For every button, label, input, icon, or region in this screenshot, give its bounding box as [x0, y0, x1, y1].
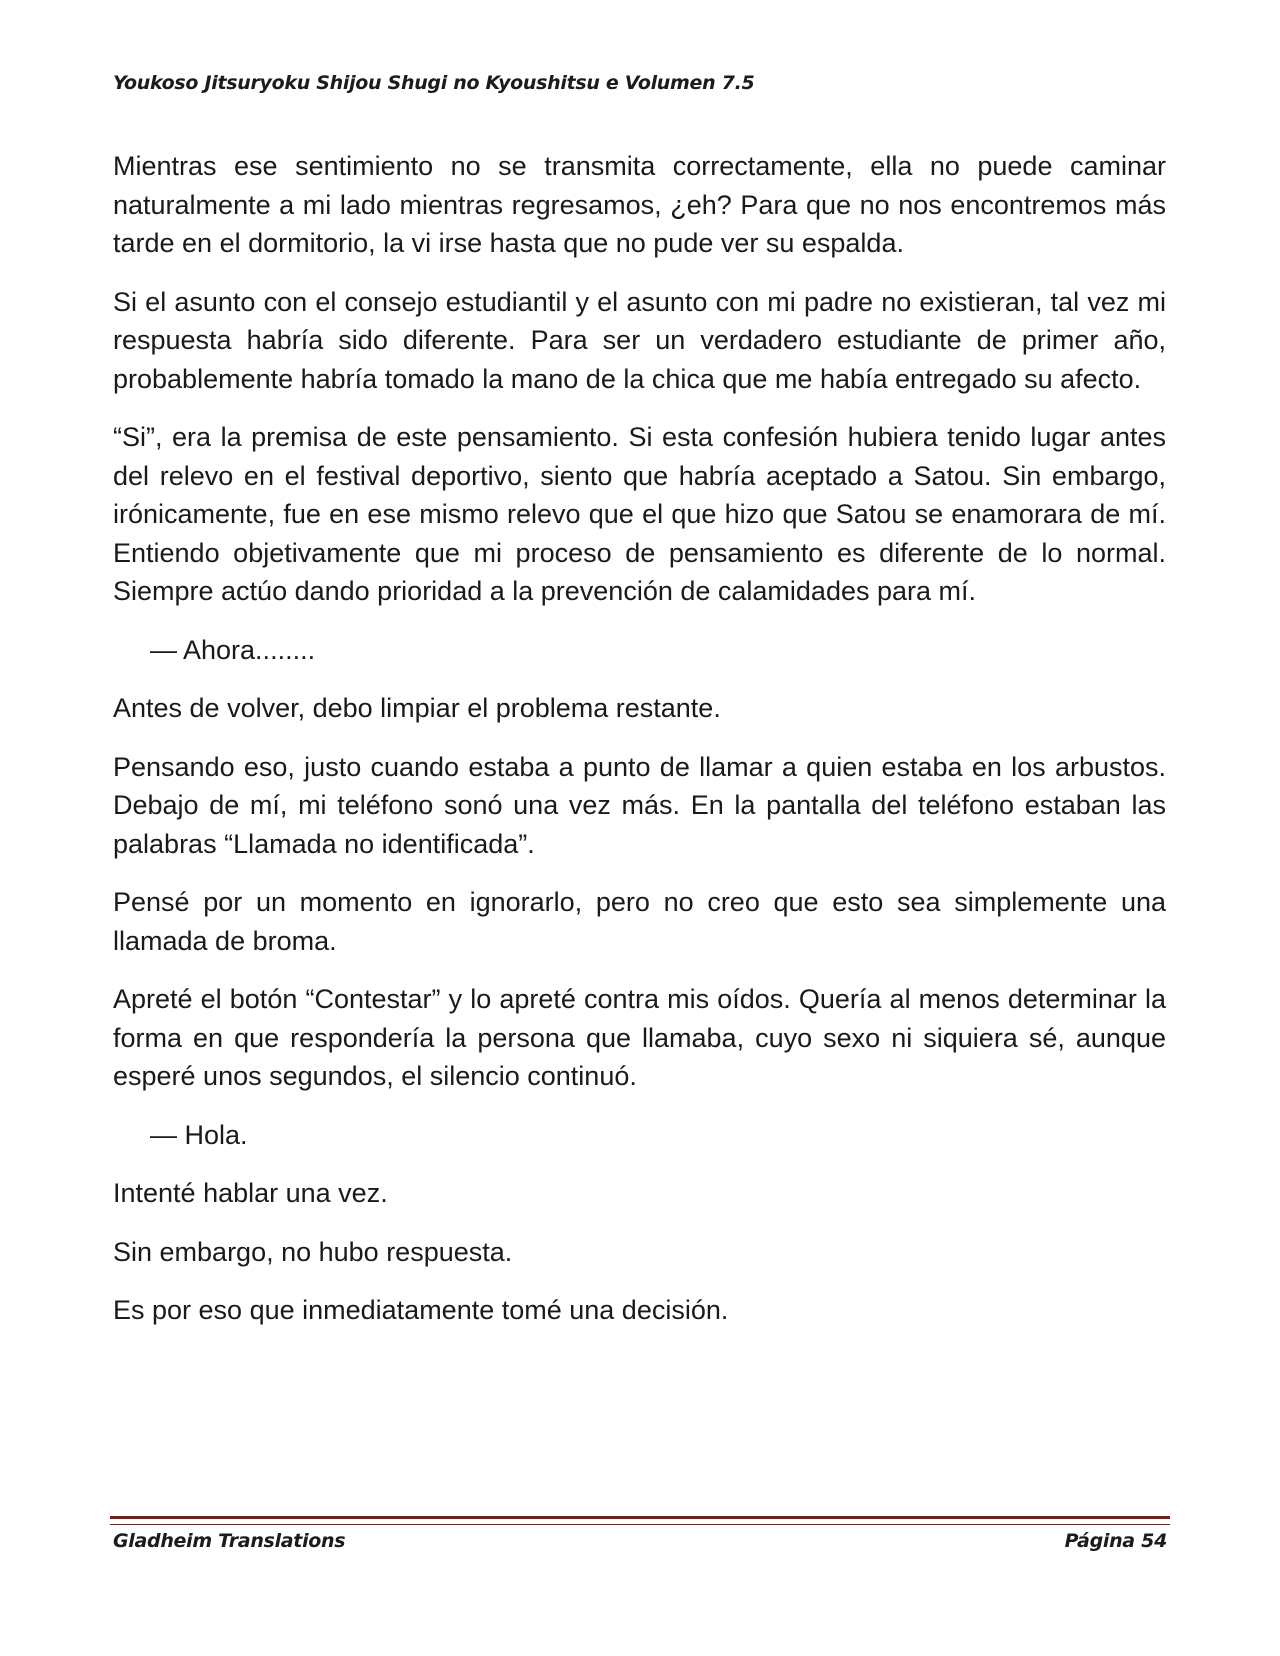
paragraph: Es por eso que inmediatamente tomé una decisión. — [113, 1295, 729, 1325]
paragraph: Apreté el botón “Contestar” y lo apreté contra mis oídos. Quería al menos determinar la forma en que respondería la persona que llamaba, cuyo sexo ni siquiera sé, aunque esperé unos segundos, el silencio continuó. — [113, 984, 1166, 1091]
running-header: Youkoso Jitsuryoku Shijou Shugi no Kyoushitsu e Volumen 7.5 — [113, 72, 755, 94]
footer-credit: Gladheim Translations — [113, 1530, 346, 1552]
dialogue-line: — Hola. — [150, 1119, 248, 1150]
paragraph: Antes de volver, debo limpiar el problema restante. — [113, 693, 721, 723]
paragraph: Mientras ese sentimiento no se transmita correctamente, ella no puede caminar naturalmente a mi lado mientras regresamos, ¿eh? Para que no nos encontremos más tarde en el dormitorio, la vi irse hasta que no pude ver su espalda. — [113, 151, 1166, 258]
paragraph: “Si”, era la premisa de este pensamiento. Si esta confesión hubiera tenido lugar antes del relevo en el festival deportivo, siento que habría aceptado a Satou. Sin embargo, irónicamente, fue en ese mismo relevo que el que hizo que Satou se enamorara de mí. Entiendo objetivamente que mi proceso de pensamiento es diferente de lo normal. Siempre actúo dando prioridad a la prevención de calamidades para mí. — [113, 422, 1166, 606]
paragraph: Si el asunto con el consejo estudiantil y el asunto con mi padre no existieran, tal vez mi respuesta habría sido diferente. Para ser un verdadero estudiante de primer año, probablemente habría tomado la mano de la chica que me había entregado su afecto. — [113, 286, 1166, 394]
footer-divider — [110, 1516, 1170, 1525]
page-number: Página 54 — [1064, 1530, 1167, 1552]
paragraph: Sin embargo, no hubo respuesta. — [113, 1236, 513, 1267]
paragraph: Pensando eso, justo cuando estaba a punto de llamar a quien estaba en los arbustos. Debajo de mí, mi teléfono sonó una vez más. En la pantalla del teléfono estaban las palabras “Llamada no identificada”. — [113, 751, 1166, 859]
paragraph: Pensé por un momento en ignorarlo, pero no creo que esto sea simplemente una llamada de broma. — [113, 887, 1166, 956]
paragraph: Intenté hablar una vez. — [113, 1178, 388, 1208]
chapter-body — [113, 147, 1166, 1350]
dialogue-line: — Ahora........ — [150, 634, 316, 665]
